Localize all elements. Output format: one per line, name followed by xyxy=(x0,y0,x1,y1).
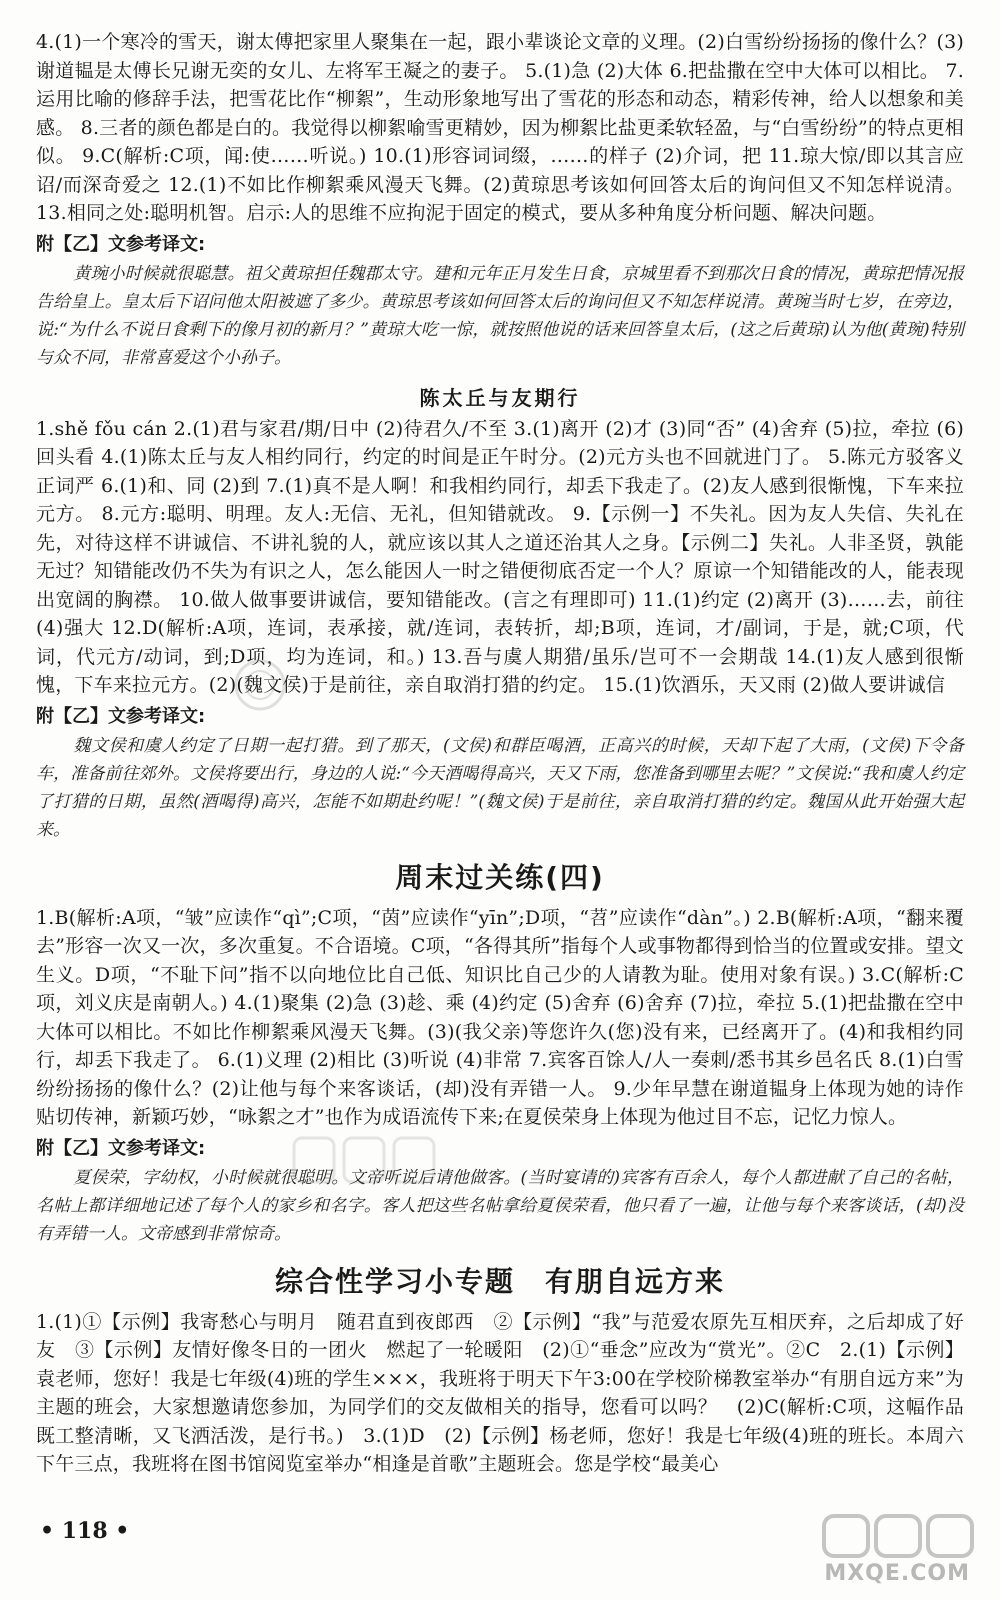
translation-1: 黄琬小时候就很聪慧。祖父黄琼担任魏郡太守。建和元年正月发生日食，京城里看不到那次日食的情况，黄琼把情况报告给皇上。皇太后下诏问他太阳被遮了多少。黄琼思考该如何回答太后的询问但又不知怎样说清。黄琬当时七岁，在旁边，说:“为什么不说日食剩下的像月初的新月？”黄琼大吃一惊，就按照他说的话来回答皇太后，(这之后黄琼)认为他(黄琬)特别与众不同，非常喜爱这个小孙子。 xyxy=(36,263,964,368)
section-title-comprehensive-study: 综合性学习小专题 有朋自远方来 xyxy=(274,1264,725,1298)
page-number: • 118 • xyxy=(40,1518,130,1544)
watermark-stamp-icon xyxy=(220,655,300,715)
section-title-chen-taiqiu: 陈太丘与友期行 xyxy=(419,385,581,410)
appendix-label-2: 附【乙】文参考译文: xyxy=(36,705,206,727)
watermark-text: MXQE.COM xyxy=(824,1561,970,1586)
appendix-label-3: 附【乙】文参考译文: xyxy=(36,1137,206,1159)
answer-block-4: 1.(1)①【示例】我寄愁心与明月 随君直到夜郎西 ②【示例】“我”与范爱农原先互相厌弃，之后却成了好友 ③【示例】友情好像冬日的一团火 燃起了一轮暖阳 (2)①“垂念”应改为“赏光”。②C 2.(1)【示例】袁老师，您好！我是七年级(4)班的学生×××，我班将于明天下午3:00在学校阶梯教室举办“有朋自远方来”为主题的班会，大家想邀请您参加，为同学们的交友做相关的指导，您看可以吗？ (2)C(解析:C项，这幅作品既工整清晰，又飞洒活泼，是行书。) 3.(1)D (2)【示例】杨老师，您好！我是七年级(4)班的班长。本周六下午三点，我班将在图书馆阅览室举办“相逢是首歌”主题班会。您是学校“最美心 xyxy=(36,1310,964,1475)
section-title-weekend-practice: 周末过关练(四) xyxy=(395,860,605,894)
watermark-brand-icon xyxy=(290,1130,450,1190)
answer-block-3: 1.B(解析:A项，“皱”应读作“qì”;C项，“茵”应读作“yīn”;D项，“苕”应读作“dàn”。) 2.B(解析:A项，“翻来覆去”形容一次又一次，多次重复。不合语境。C项，“各得其所”指每个人或事物都得到恰当的位置或安排。望文生义。D项，“不耻下问”指不以向地位比自己低、知识比自己少的人请教为耻。使用对象有误。) 3.C(解析:C项，刘义庆是南朝人。) 4.(1)聚集 (2)急 (3)趁、乘 (4)约定 (5)舍弃 (6)舍弃 (7)拉，牵拉 5.(1)把盐撒在空中大体可以相比。不如比作柳絮乘风漫天飞舞。(3)(我父亲)等您许久(您)没有来，已经离开了。(4)和我相约同行，却丢下我走了。 6.(1)义理 (2)相比 (3)听说 (4)非常 7.宾客百馀人/人一奏刺/悉书其乡邑名氏 8.(1)白雪纷纷扬扬的像什么？(2)让他与每个来客谈话，(却)没有弄错一人。 9.少年早慧在谢道韫身上体现为她的诗作贴切传神，新颖巧妙，“咏絮之才”也作为成语流传下来;在夏侯荣身上体现为他过目不忘，记忆力惊人。 xyxy=(36,906,964,1128)
answer-block-2: 1.shě fǒu cán 2.(1)君与家君/期/日中 (2)待君久/不至 3.(1)离开 (2)才 (3)同“否” (4)舍弃 (5)拉，牵拉 (6)回头看 4.(1)陈太丘与友人相约同行，约定的时间是正午时分。(2)元方头也不回就进门了。 5.陈元方驳客义正词严 6.(1)和、同 (2)到 7.(1)真不是人啊！和我相约同行，却丢下我走了。(2)友人感到很惭愧，下车来拉元方。 8.元方:聪明、明理。友人:无信、无礼，但知错就改。 9.【示例一】不失礼。因为友人失信、失礼在先，对待这样不讲诚信、不讲礼貌的人，就应该以其人之道还治其人之身。【示例二】失礼。人非圣贤，孰能无过？知错能改仍不失为有识之人，怎么能因人一时之错便彻底否定一个人？原谅一个知错能改的人，能表现出宽阔的胸襟。 10.做人做事要讲诚信，要知错能改。(言之有理即可) 11.(1)约定 (2)离开 (3)……去，前往 (4)强大 12.D(解析:A项，连词，表承接，就/连词，表转折，却;B项，连词，才/副词，于是，就;C项，代词，代元方/动词，到;D项，均为连词，和。) 13.吾与虞人期猎/虽乐/岂可不一会期哉 14.(1)友人感到很惭愧，下车来拉元方。(2)(魏文侯)于是前往，亲自取消打猎的约定。 15.(1)饮酒乐，天又雨 (2)做人要讲诚信 xyxy=(36,417,964,696)
appendix-label-1: 附【乙】文参考译文: xyxy=(36,233,206,255)
translation-3: 夏侯荣，字幼权，小时候就很聪明。文帝听说后请他做客。(当时宴请的)宾客有百余人，每个人都进献了自己的名帖，名帖上都详细地记述了每个人的家乡和名字。客人把这些名帖拿给夏侯荣看，他只看了一遍，让他与每个来客谈话，(却)没有弄错一人。文帝感到非常惊奇。 xyxy=(36,1167,964,1244)
answer-block-1: 4.(1)一个寒冷的雪天，谢太傅把家里人聚集在一起，跟小辈谈论文章的义理。(2)白雪纷纷扬扬的像什么？(3)谢道韫是太傅长兄谢无奕的女儿、左将军王凝之的妻子。 5.(1)急 (2)大体 6.把盐撒在空中大体可以相比。 7.运用比喻的修辞手法，把雪花比作“柳絮”，生动形象地写出了雪花的形态和动态，精彩传神，给人以想象和美感。 8.三者的颜色都是白的。我觉得以柳絮喻雪更精妙，因为柳絮比盐更柔软轻盈，与“白雪纷纷”的特点更相似。 9.C(解析:C项，闻:使……听说。) 10.(1)形容词词缀，……的样子 (2)介词，把 11.琼大惊/即以其言应诏/而深奇爱之 12.(1)不如比作柳絮乘风漫天飞舞。(2)黄琼思考该如何回答太后的询问但又不知怎样说清。 13.相同之处:聪明机智。启示:人的思维不应拘泥于固定的模式，要从多种角度分析问题、解决问题。 xyxy=(36,31,964,224)
translation-2: 魏文侯和虞人约定了日期一起打猎。到了那天，(文侯)和群臣喝酒，正高兴的时候，天却下起了大雨，(文侯)下令备车，准备前往郊外。文侯将要出行，身边的人说:“今天酒喝得高兴，天又下雨，您准备到哪里去呢？”文侯说:“我和虞人约定了打猎的日期，虽然(酒喝得)高兴，怎能不如期赴约呢！”(魏文侯)于是前往，亲自取消打猎的约定。魏国从此开始强大起来。 xyxy=(36,735,964,840)
